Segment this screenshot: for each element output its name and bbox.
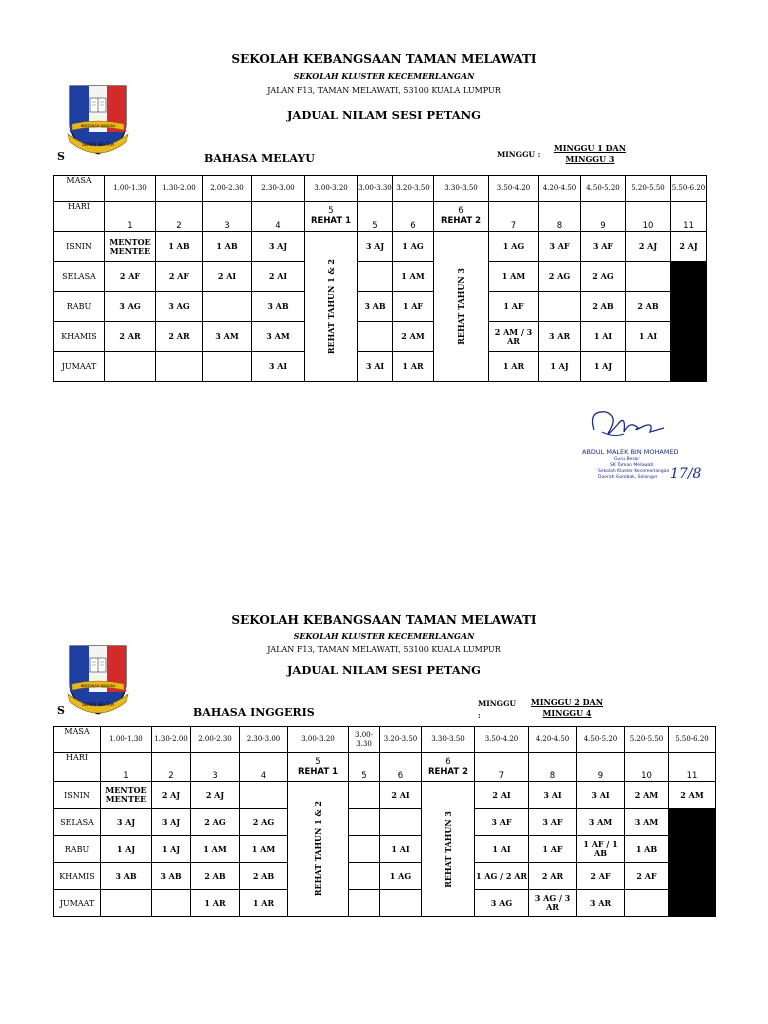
day-label: JUMAAT bbox=[54, 890, 101, 917]
signature-date: 17/8 bbox=[670, 466, 702, 482]
class-cell bbox=[203, 352, 252, 382]
class-cell: 2 AR bbox=[105, 322, 156, 352]
table-row bbox=[54, 352, 707, 382]
rehat2-vertical-label: REHAT TAHUN 3 bbox=[456, 268, 466, 345]
table-row bbox=[54, 232, 707, 262]
table-row bbox=[54, 863, 716, 890]
period-number: 2 bbox=[156, 202, 203, 232]
minggu-value bbox=[550, 143, 630, 165]
day-label: KHAMIS bbox=[54, 322, 105, 352]
subject-title: BAHASA INGGERIS bbox=[193, 706, 315, 719]
period-number: 7 bbox=[489, 202, 539, 232]
school-crest-logo bbox=[66, 644, 130, 718]
rehat1-vertical-label: REHAT TAHUN 1 & 2 bbox=[313, 801, 323, 897]
minggu-label: MINGGU : bbox=[497, 150, 541, 159]
class-cell: 1 AM bbox=[489, 262, 539, 292]
time-cell: 1.30-2.00 bbox=[156, 176, 203, 202]
class-cell: 2 AG bbox=[581, 262, 626, 292]
class-cell: 3 AJ bbox=[152, 809, 191, 836]
time-cell: 5.50-6.20 bbox=[669, 727, 716, 753]
class-cell bbox=[240, 782, 288, 809]
time-cell: 3.00-3.30 bbox=[349, 727, 380, 753]
class-cell: 3 AJ bbox=[101, 809, 152, 836]
class-cell: 2 AG bbox=[191, 809, 240, 836]
class-cell: 3 AG bbox=[156, 292, 203, 322]
period-number: 1 bbox=[105, 202, 156, 232]
class-cell: 1 AM bbox=[393, 262, 434, 292]
class-cell: 1 AI bbox=[475, 836, 529, 863]
class-cell: 1 AF bbox=[489, 292, 539, 322]
signature-line1: Guru Besar bbox=[614, 457, 640, 462]
blocked-cell bbox=[671, 292, 707, 322]
page-title: JADUAL NILAM SESI PETANG bbox=[286, 663, 481, 677]
class-cell: 3 AR bbox=[539, 322, 581, 352]
signature-line2: SK Taman Melawati bbox=[610, 463, 654, 468]
class-cell: 2 AM bbox=[393, 322, 434, 352]
class-cell: 2 AI bbox=[203, 262, 252, 292]
time-cell: 3.30-3.50 bbox=[422, 727, 475, 753]
class-cell bbox=[101, 890, 152, 917]
time-cell: 3.20-3.50 bbox=[380, 727, 422, 753]
class-cell: 2 AJ bbox=[191, 782, 240, 809]
subject-title: BAHASA MELAYU bbox=[204, 152, 315, 165]
minggu-label bbox=[478, 699, 516, 720]
class-cell: 3 AR bbox=[577, 890, 625, 917]
signature-line4: Daerah Gombak, Selangor bbox=[598, 475, 658, 480]
class-cell bbox=[625, 890, 669, 917]
minggu-line1: MINGGU 2 DAN bbox=[530, 697, 604, 707]
rehat2-header bbox=[422, 753, 475, 782]
class-cell: 3 AG bbox=[475, 890, 529, 917]
time-cell: 2.00-2.30 bbox=[191, 727, 240, 753]
class-cell: 3 AM bbox=[252, 322, 305, 352]
class-cell: 1 AM bbox=[191, 836, 240, 863]
class-cell: 3 AM bbox=[203, 322, 252, 352]
rehat1-label: REHAT 1 bbox=[310, 216, 352, 226]
period-number: 6 bbox=[458, 206, 464, 216]
table-row bbox=[54, 292, 707, 322]
school-address: JALAN F13, TAMAN MELAWATI, 53100 KUALA LUMPUR bbox=[267, 86, 501, 95]
period-number: 4 bbox=[252, 202, 305, 232]
class-cell: 1 AB bbox=[203, 232, 252, 262]
period-number: 4 bbox=[240, 753, 288, 782]
time-cell: 4.50-5.20 bbox=[581, 176, 626, 202]
class-cell bbox=[380, 809, 422, 836]
s-letter: S bbox=[57, 150, 65, 163]
day-label: ISNIN bbox=[54, 232, 105, 262]
day-label: ISNIN bbox=[54, 782, 101, 809]
signature-name: ABDUL MALEK BIN MOHAMED bbox=[582, 448, 679, 456]
class-cell: 3 AG bbox=[105, 292, 156, 322]
class-cell: 1 AR bbox=[489, 352, 539, 382]
period-number: 11 bbox=[669, 753, 716, 782]
class-cell: 2 AR bbox=[156, 322, 203, 352]
class-cell bbox=[203, 292, 252, 322]
class-cell bbox=[349, 809, 380, 836]
class-cell: 1 AJ bbox=[539, 352, 581, 382]
class-cell: 2 AF bbox=[105, 262, 156, 292]
time-cell: 5.50-6.20 bbox=[671, 176, 707, 202]
day-label: SELASA bbox=[54, 262, 105, 292]
class-cell bbox=[358, 262, 393, 292]
class-cell: 1 AJ bbox=[101, 836, 152, 863]
class-cell: 2 AI bbox=[252, 262, 305, 292]
class-cell: 1 AF bbox=[393, 292, 434, 322]
class-cell bbox=[539, 292, 581, 322]
blocked-cell bbox=[669, 836, 716, 863]
blocked-cell bbox=[669, 809, 716, 836]
class-cell: 2 AI bbox=[475, 782, 529, 809]
rehat1-header bbox=[305, 202, 358, 232]
time-cell: 2.30-3.00 bbox=[240, 727, 288, 753]
period-number: 9 bbox=[577, 753, 625, 782]
time-cell: 3.20-3.50 bbox=[393, 176, 434, 202]
period-number: 8 bbox=[529, 753, 577, 782]
class-cell: 3 AB bbox=[358, 292, 393, 322]
rehat2-label: REHAT 2 bbox=[440, 216, 482, 226]
rehat1-vertical-label: REHAT TAHUN 1 & 2 bbox=[326, 258, 336, 355]
class-cell: 2 AB bbox=[581, 292, 626, 322]
class-cell: 3 AM bbox=[625, 809, 669, 836]
rehat2-column bbox=[422, 782, 475, 917]
period-number: 6 bbox=[393, 202, 434, 232]
class-cell bbox=[380, 890, 422, 917]
class-cell: 3 AI bbox=[577, 782, 625, 809]
day-label: KHAMIS bbox=[54, 863, 101, 890]
class-cell bbox=[358, 322, 393, 352]
minggu-line2: MINGGU 4 bbox=[542, 708, 592, 718]
period-number: 5 bbox=[328, 206, 334, 216]
cluster-label: SEKOLAH KLUSTER KECEMERLANGAN bbox=[293, 631, 475, 641]
class-cell: 3 AJ bbox=[358, 232, 393, 262]
table-row bbox=[54, 836, 716, 863]
table-row bbox=[54, 890, 716, 917]
period-number: 2 bbox=[152, 753, 191, 782]
class-cell: MENTOE MENTEE bbox=[105, 232, 156, 262]
period-number: 11 bbox=[671, 202, 707, 232]
minggu-line2: MINGGU 3 bbox=[565, 154, 615, 164]
class-cell: 1 AG / 2 AR bbox=[475, 863, 529, 890]
masa-label: MASA bbox=[54, 176, 105, 202]
timetable-table bbox=[53, 726, 716, 917]
period-number: 6 bbox=[445, 756, 451, 767]
class-cell: 3 AM bbox=[577, 809, 625, 836]
class-cell bbox=[156, 352, 203, 382]
day-label: RABU bbox=[54, 836, 101, 863]
class-cell: 2 AM bbox=[669, 782, 716, 809]
class-cell: 2 AG bbox=[240, 809, 288, 836]
day-label: RABU bbox=[54, 292, 105, 322]
time-cell: 4.20-4.50 bbox=[539, 176, 581, 202]
logo-banner-text: BERTANAH BANGSA bbox=[80, 684, 116, 688]
rehat1-column bbox=[288, 782, 349, 917]
class-cell: 2 AF bbox=[156, 262, 203, 292]
class-cell: 1 AJ bbox=[152, 836, 191, 863]
class-cell: 2 AB bbox=[240, 863, 288, 890]
blocked-cell bbox=[671, 352, 707, 382]
class-cell: 2 AB bbox=[191, 863, 240, 890]
class-cell: 3 AF bbox=[539, 232, 581, 262]
blocked-cell bbox=[669, 863, 716, 890]
class-cell: 3 AB bbox=[252, 292, 305, 322]
class-cell bbox=[152, 890, 191, 917]
class-cell: 1 AR bbox=[240, 890, 288, 917]
class-cell: 2 AI bbox=[380, 782, 422, 809]
class-cell: 1 AI bbox=[581, 322, 626, 352]
class-cell: 3 AB bbox=[152, 863, 191, 890]
period-number: 10 bbox=[625, 753, 669, 782]
class-cell: 2 AG bbox=[539, 262, 581, 292]
class-cell: 3 AF bbox=[581, 232, 626, 262]
class-cell bbox=[105, 352, 156, 382]
class-cell: 2 AB bbox=[626, 292, 671, 322]
class-cell: 1 AB bbox=[156, 232, 203, 262]
period-number: 6 bbox=[380, 753, 422, 782]
time-cell: 3.50-4.20 bbox=[489, 176, 539, 202]
class-cell bbox=[349, 836, 380, 863]
hari-label: HARI bbox=[54, 202, 105, 232]
time-cell: 4.20-4.50 bbox=[529, 727, 577, 753]
logo-motto-text: SERVIS SEA ATA bbox=[82, 702, 114, 707]
period-number: 5 bbox=[358, 202, 393, 232]
class-cell bbox=[349, 782, 380, 809]
minggu-value bbox=[527, 697, 607, 719]
class-cell: 1 AR bbox=[191, 890, 240, 917]
time-cell: 4.50-5.20 bbox=[577, 727, 625, 753]
table-row bbox=[54, 782, 716, 809]
class-cell: 1 AI bbox=[626, 322, 671, 352]
time-cell: 1.00-1.30 bbox=[105, 176, 156, 202]
class-cell: 3 AI bbox=[529, 782, 577, 809]
class-cell bbox=[349, 863, 380, 890]
class-cell: 1 AG bbox=[489, 232, 539, 262]
school-crest-logo bbox=[66, 84, 130, 158]
class-cell: MENTOE MENTEE bbox=[101, 782, 152, 809]
class-cell: 1 AI bbox=[380, 836, 422, 863]
period-number: 9 bbox=[581, 202, 626, 232]
time-cell: 1.00-1.30 bbox=[101, 727, 152, 753]
blocked-cell bbox=[669, 890, 716, 917]
table-row bbox=[54, 809, 716, 836]
class-cell: 1 AM bbox=[240, 836, 288, 863]
class-cell: 1 AR bbox=[393, 352, 434, 382]
class-cell: 3 AI bbox=[252, 352, 305, 382]
school-address: JALAN F13, TAMAN MELAWATI, 53100 KUALA LUMPUR bbox=[267, 645, 501, 654]
rehat1-column bbox=[305, 232, 358, 382]
time-cell: 3.00-3.20 bbox=[305, 176, 358, 202]
time-cell: 1.30-2.00 bbox=[152, 727, 191, 753]
masa-label: MASA bbox=[54, 727, 101, 753]
class-cell: 2 AR bbox=[529, 863, 577, 890]
class-cell: 2 AJ bbox=[152, 782, 191, 809]
s-letter: S bbox=[57, 704, 65, 717]
class-cell bbox=[626, 352, 671, 382]
time-cell: 3.30-3.50 bbox=[434, 176, 489, 202]
rehat2-column bbox=[434, 232, 489, 382]
rehat1-label: REHAT 1 bbox=[297, 766, 339, 777]
rehat2-vertical-label: REHAT TAHUN 3 bbox=[443, 810, 453, 888]
class-cell: 1 AB bbox=[625, 836, 669, 863]
table-row bbox=[54, 262, 707, 292]
time-cell: 3.00-3.30 bbox=[358, 176, 393, 202]
rehat2-label: REHAT 2 bbox=[427, 766, 469, 777]
table-row bbox=[54, 322, 707, 352]
page-title: JADUAL NILAM SESI PETANG bbox=[286, 108, 481, 122]
time-cell: 3.50-4.20 bbox=[475, 727, 529, 753]
class-cell: 1 AG bbox=[380, 863, 422, 890]
class-cell: 1 AG bbox=[393, 232, 434, 262]
period-number: 3 bbox=[203, 202, 252, 232]
class-cell: 1 AJ bbox=[581, 352, 626, 382]
class-cell: 3 AG / 3 AR bbox=[529, 890, 577, 917]
logo-motto-text: SERVIS SEA ATA bbox=[82, 142, 114, 147]
logo-banner-text: BERTANAH BANGSA bbox=[80, 124, 116, 128]
class-cell: 2 AM / 3 AR bbox=[489, 322, 539, 352]
cluster-label: SEKOLAH KLUSTER KECEMERLANGAN bbox=[293, 71, 475, 81]
class-cell: 3 AJ bbox=[252, 232, 305, 262]
school-name: SEKOLAH KEBANGSAAN TAMAN MELAWATI bbox=[231, 613, 537, 627]
signature-stamp bbox=[574, 402, 704, 490]
class-cell: 3 AI bbox=[358, 352, 393, 382]
day-label: SELASA bbox=[54, 809, 101, 836]
time-cell: 3.00-3.20 bbox=[288, 727, 349, 753]
time-cell: 2.00-2.30 bbox=[203, 176, 252, 202]
class-cell: 2 AF bbox=[625, 863, 669, 890]
class-cell: 1 AF bbox=[529, 836, 577, 863]
rehat1-header bbox=[288, 753, 349, 782]
signature-line3: Sekolah Kluster Kecemerlangan bbox=[598, 469, 670, 474]
period-number: 10 bbox=[626, 202, 671, 232]
blocked-cell bbox=[671, 262, 707, 292]
minggu-label-text: MINGGU bbox=[478, 699, 517, 708]
day-label: JUMAAT bbox=[54, 352, 105, 382]
period-number: 5 bbox=[315, 756, 321, 767]
class-cell bbox=[626, 262, 671, 292]
time-cell: 5.20-5.50 bbox=[626, 176, 671, 202]
timetable-table bbox=[53, 175, 707, 382]
time-cell: 5.20-5.50 bbox=[625, 727, 669, 753]
class-cell: 2 AM bbox=[625, 782, 669, 809]
time-cell: 2.30-3.00 bbox=[252, 176, 305, 202]
class-cell bbox=[349, 890, 380, 917]
blocked-cell bbox=[671, 322, 707, 352]
class-cell: 3 AF bbox=[529, 809, 577, 836]
period-number: 1 bbox=[101, 753, 152, 782]
class-cell: 3 AB bbox=[101, 863, 152, 890]
period-number: 7 bbox=[475, 753, 529, 782]
class-cell: 2 AJ bbox=[671, 232, 707, 262]
class-cell: 1 AF / 1 AB bbox=[577, 836, 625, 863]
minggu-colon: : bbox=[478, 711, 481, 720]
hari-label: HARI bbox=[54, 753, 101, 782]
rehat2-header bbox=[434, 202, 489, 232]
period-number: 3 bbox=[191, 753, 240, 782]
period-number: 5 bbox=[349, 753, 380, 782]
minggu-line1: MINGGU 1 DAN bbox=[553, 143, 627, 153]
class-cell: 3 AF bbox=[475, 809, 529, 836]
period-number: 8 bbox=[539, 202, 581, 232]
school-name: SEKOLAH KEBANGSAAN TAMAN MELAWATI bbox=[231, 52, 537, 66]
class-cell: 2 AJ bbox=[626, 232, 671, 262]
class-cell: 2 AF bbox=[577, 863, 625, 890]
